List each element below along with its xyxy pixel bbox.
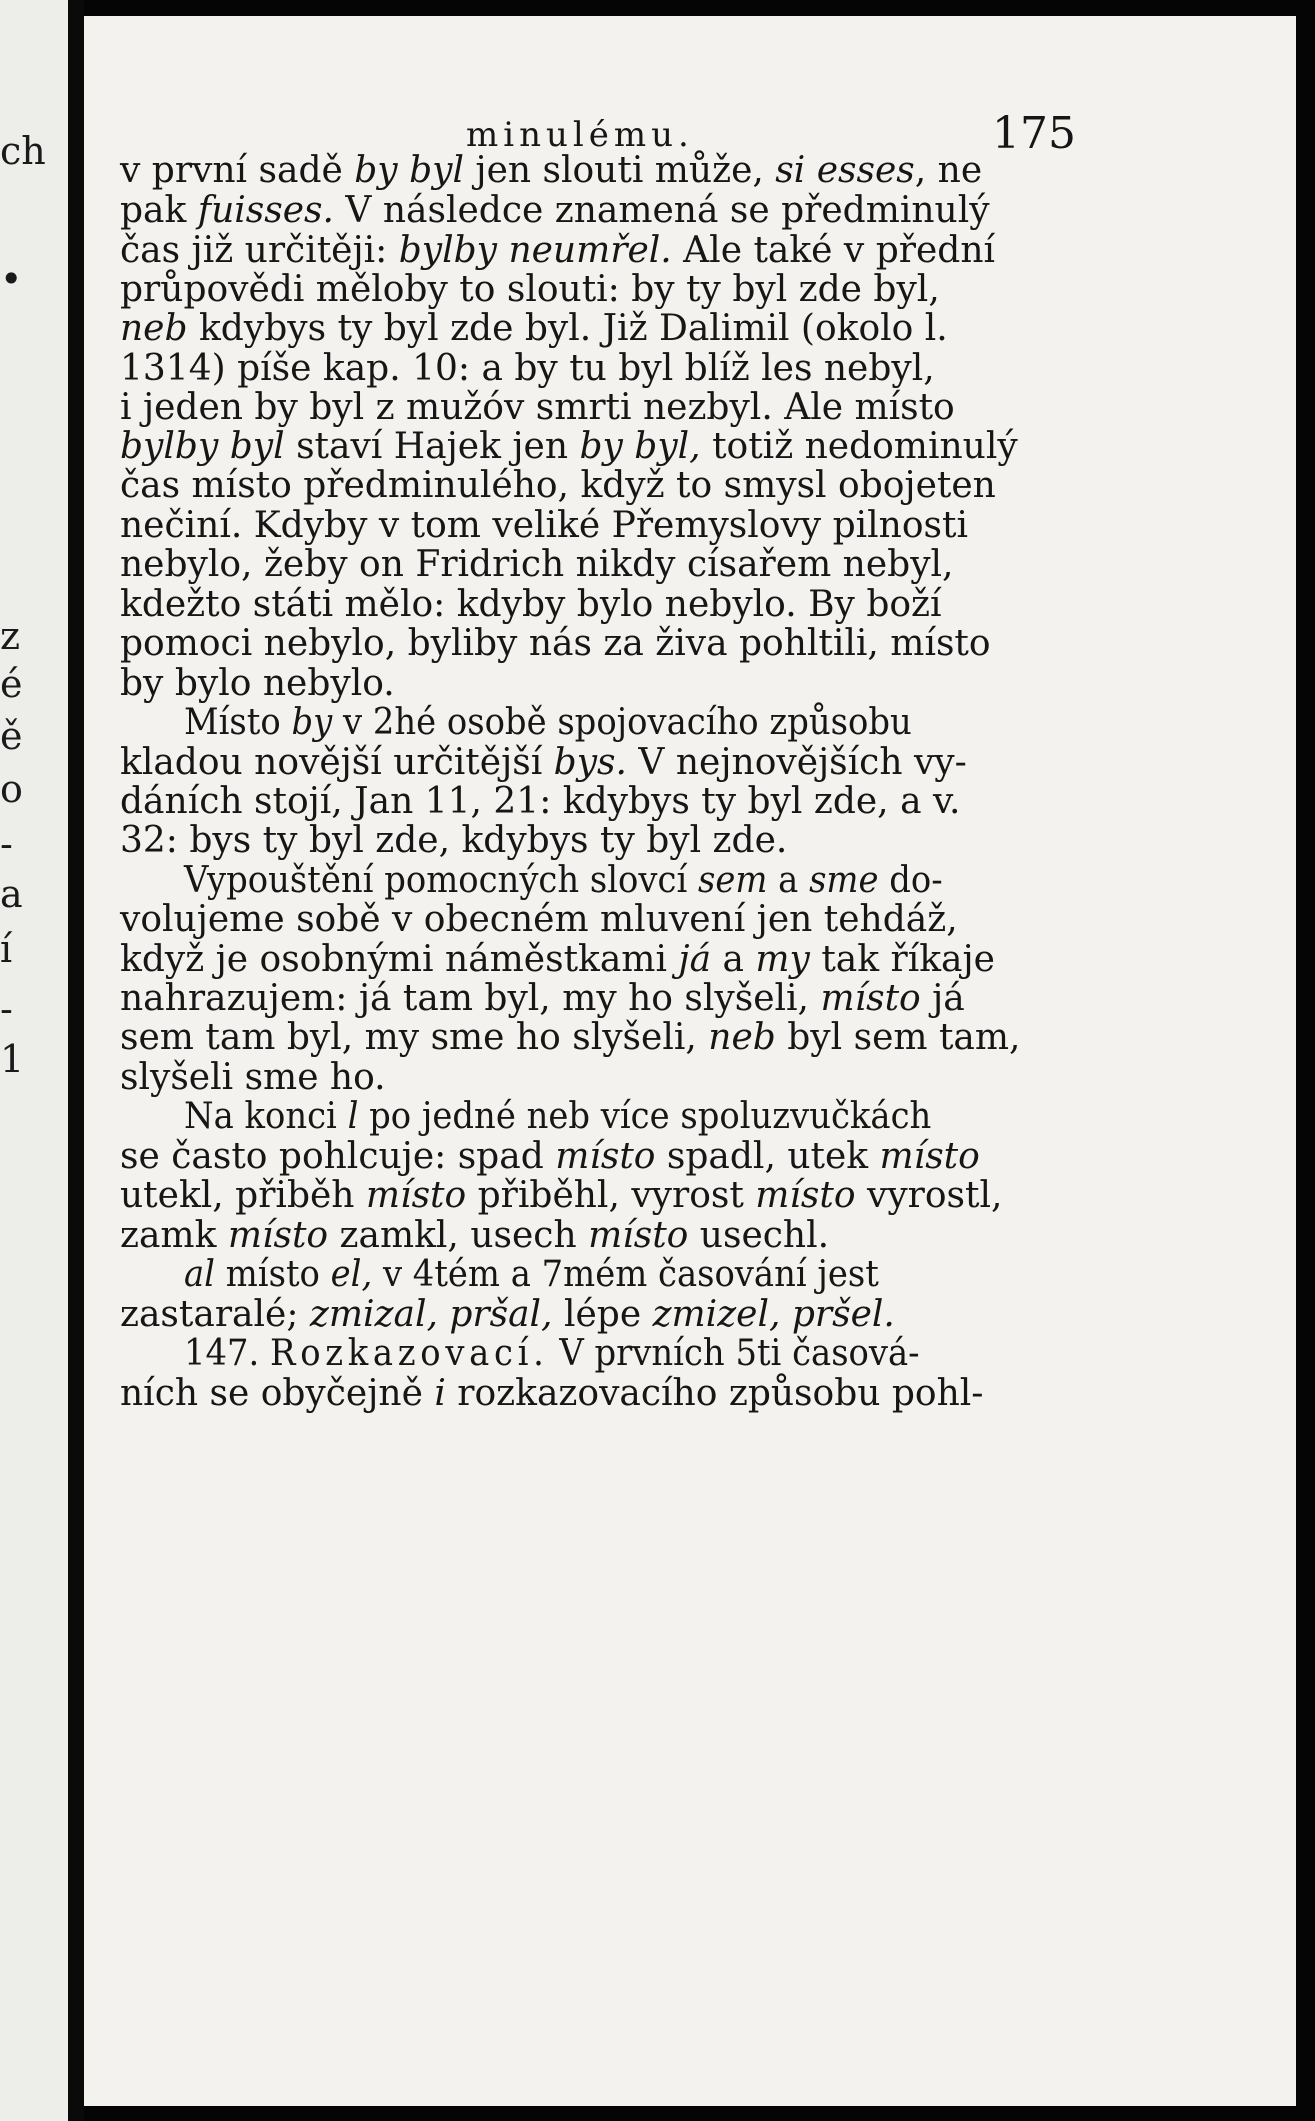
italic-text: místo xyxy=(879,1136,980,1177)
text-run: čas již určitěji: xyxy=(120,230,399,271)
text-line xyxy=(120,978,1172,1019)
text-run: nahrazujem: já tam byl, my ho slyšeli, xyxy=(120,978,821,1019)
text-run: utekl, přiběh xyxy=(120,1175,366,1216)
text-line xyxy=(120,1294,1172,1335)
text-run: zamk xyxy=(120,1215,228,1256)
text-run: V následce znamená se předminulý xyxy=(333,190,990,231)
text-run: průpovědi měloby to slouti: by ty byl zde byl, xyxy=(120,269,940,310)
text-run: místo xyxy=(214,1254,331,1295)
fragment-text: í xyxy=(0,927,13,971)
text-line xyxy=(120,230,1172,271)
text-run: staví Hajek jen xyxy=(284,426,580,467)
text-line xyxy=(120,190,1172,231)
text-line xyxy=(120,387,1172,428)
text-line xyxy=(184,1254,1172,1295)
fragment-text: é xyxy=(0,662,23,706)
text-run: já xyxy=(920,978,965,1019)
text-run: by bylo nebylo. xyxy=(120,663,395,704)
text-run: dáních stojí, Jan 11, 21: kdybys ty byl zde, a v. xyxy=(120,781,961,822)
text-run: pak xyxy=(120,190,198,231)
text-run: V nejnovějších vy- xyxy=(626,742,967,783)
text-run: rozkazovacího způsobu pohl- xyxy=(445,1373,984,1414)
text-line xyxy=(120,781,1172,822)
text-run: v první sadě xyxy=(120,150,355,191)
text-run: nečiní. Kdyby v tom veliké Přemyslovy pilnosti xyxy=(120,505,968,546)
text-line xyxy=(120,1136,1172,1177)
text-run: a xyxy=(767,860,810,901)
text-line xyxy=(120,1057,1172,1098)
italic-text: místo xyxy=(820,978,921,1019)
italic-text: el, xyxy=(330,1254,373,1295)
italic-text: sme xyxy=(809,860,879,901)
italic-text: al xyxy=(184,1254,215,1295)
text-run: slyšeli sme ho. xyxy=(120,1057,386,1098)
text-run: zamkl, usech xyxy=(328,1215,589,1256)
text-line xyxy=(120,820,1172,861)
text-run: pomoci nebylo, byliby nás za živa pohltili, místo xyxy=(120,623,991,664)
text-run: nebylo, žeby on Fridrich nikdy císařem nebyl, xyxy=(120,544,954,585)
text-line xyxy=(120,1017,1172,1058)
text-line xyxy=(120,899,1172,940)
italic-text: zmizel, pršel. xyxy=(652,1294,895,1335)
book-page xyxy=(84,16,1296,2106)
italic-text: l xyxy=(347,1096,359,1137)
text-run: sem tam byl, my sme ho slyšeli, xyxy=(120,1017,709,1058)
text-line xyxy=(120,505,1172,546)
text-run: kladou novější určitější xyxy=(120,742,554,783)
text-run: Ale také v přední xyxy=(671,230,996,271)
italic-text: bylby neumřel. xyxy=(398,230,672,271)
text-run: když je osobnými náměstkami xyxy=(120,939,679,980)
text-line xyxy=(120,663,1172,704)
text-run: spadl, utek xyxy=(655,1136,880,1177)
italic-text: místo xyxy=(755,1175,856,1216)
text-run: kdybys ty byl zde byl. Již Dalimil (okolo l. xyxy=(187,308,948,349)
fragment-text: ě xyxy=(0,714,23,758)
text-line xyxy=(120,308,1172,349)
book-gutter xyxy=(68,0,84,2121)
text-run: 1314) píše kap. 10: a by tu byl blíž les nebyl, xyxy=(120,348,935,389)
italic-text: my xyxy=(755,939,810,980)
italic-text: bylby byl xyxy=(120,426,285,467)
text-run: i jeden by byl z mužóv smrti nezbyl. Ale místo xyxy=(120,387,955,428)
italic-text: já xyxy=(678,939,712,980)
fragment-text: - xyxy=(0,987,13,1031)
text-run: po jedné neb více spoluzvučkách xyxy=(358,1096,932,1137)
text-run: do- xyxy=(878,860,943,901)
text-line xyxy=(120,939,1172,980)
text-run: přiběhl, vyrost xyxy=(466,1175,756,1216)
fragment-text: ch xyxy=(0,129,46,173)
text-run: se často pohlcuje: spad xyxy=(120,1136,556,1177)
italic-text: místo xyxy=(227,1215,329,1256)
text-run: jen slouti může, xyxy=(463,150,776,191)
italic-text: si esses xyxy=(775,150,915,191)
fragment-text: • xyxy=(0,257,23,301)
text-line xyxy=(120,150,1172,191)
text-line xyxy=(120,623,1172,664)
text-line xyxy=(120,742,1172,783)
text-run: v 4tém a 7mém časování jest xyxy=(372,1254,879,1295)
text-run: lépe xyxy=(552,1294,653,1335)
text-run: Na konci xyxy=(184,1096,348,1137)
fragment-text: o xyxy=(0,767,23,811)
fragment-text: a xyxy=(0,872,23,916)
text-run: vyrostl, xyxy=(855,1175,1003,1216)
italic-text: bys. xyxy=(553,742,627,783)
text-run: totiž nedominulý xyxy=(700,426,1018,467)
text-run: Rozkazovací. xyxy=(270,1333,549,1374)
italic-text: místo xyxy=(365,1175,467,1216)
italic-text: místo xyxy=(555,1136,656,1177)
text-run: tak říkaje xyxy=(809,939,995,980)
italic-text: místo xyxy=(588,1215,689,1256)
italic-text: by byl xyxy=(354,150,464,191)
text-run: Vypouštění pomocných slovcí xyxy=(184,860,699,901)
text-run: ních se obyčejně xyxy=(120,1373,435,1414)
italic-text: neb xyxy=(708,1017,776,1058)
text-line xyxy=(120,465,1172,506)
text-line xyxy=(184,702,1172,743)
text-run: 147. xyxy=(184,1333,271,1374)
text-run: 32: bys ty byl zde, kdybys ty byl zde. xyxy=(120,820,788,861)
italic-text: neb xyxy=(120,308,188,349)
fragment-text: - xyxy=(0,822,13,866)
fragment-text: z xyxy=(0,614,21,658)
page-number: 175 xyxy=(992,108,1076,159)
text-run: čas místo předminulého, když to smysl obojeten xyxy=(120,465,996,506)
text-run: byl sem tam, xyxy=(775,1017,1021,1058)
italic-text: sem xyxy=(698,860,768,901)
text-run: v 2hé osobě spojovacího způsobu xyxy=(332,702,912,743)
text-run: V prvních 5ti časová- xyxy=(548,1333,920,1374)
text-line xyxy=(120,1373,1172,1414)
fragment-text: 1 xyxy=(0,1037,25,1081)
text-line xyxy=(120,348,1172,389)
italic-text: by xyxy=(291,702,333,743)
text-line xyxy=(184,1096,1172,1137)
text-run: zastaralé; xyxy=(120,1294,310,1335)
text-run: Místo xyxy=(184,702,292,743)
text-run: usechl. xyxy=(688,1215,830,1256)
text-line xyxy=(120,1175,1172,1216)
text-line xyxy=(120,1215,1172,1256)
text-line xyxy=(184,860,1172,901)
text-line xyxy=(184,1333,1172,1374)
text-run: a xyxy=(711,939,756,980)
text-line xyxy=(120,584,1172,625)
italic-text: fuisses. xyxy=(197,190,334,231)
text-line xyxy=(120,544,1172,585)
italic-text: i xyxy=(434,1373,446,1414)
adjacent-page-edge xyxy=(0,0,68,2121)
text-run: kdežto státi mělo: kdyby bylo nebylo. By boží xyxy=(120,584,942,625)
text-line xyxy=(120,269,1172,310)
text-run: , ne xyxy=(914,150,983,191)
italic-text: zmizal, pršal, xyxy=(309,1294,553,1335)
text-line xyxy=(120,426,1172,467)
running-title: minulému. xyxy=(466,115,694,155)
text-run: volujeme sobě v obecném mluvení jen tehdáž, xyxy=(120,899,958,940)
italic-text: by byl, xyxy=(579,426,701,467)
